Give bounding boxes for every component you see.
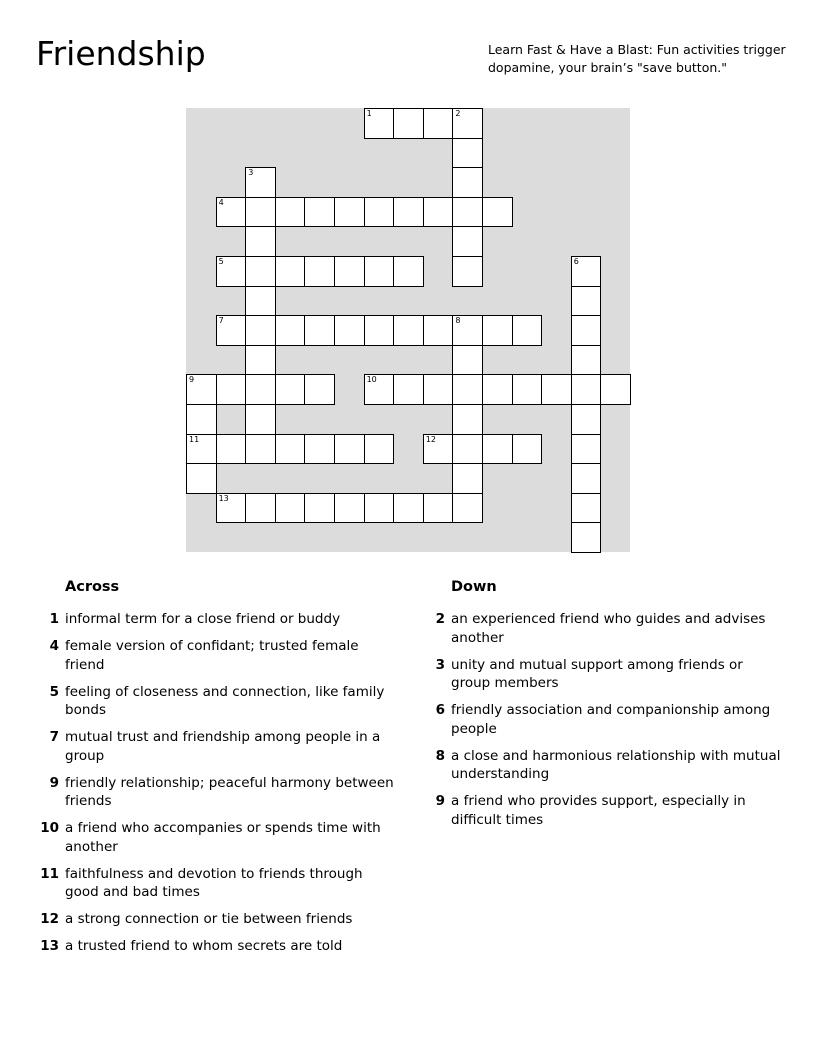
page-title: Friendship xyxy=(36,34,206,73)
crossword-cell[interactable] xyxy=(423,315,454,346)
crossword-cell[interactable] xyxy=(482,315,513,346)
crossword-cell[interactable] xyxy=(364,374,395,405)
crossword-cell[interactable] xyxy=(334,197,365,228)
across-clue xyxy=(35,728,395,765)
crossword-cell[interactable] xyxy=(393,256,424,287)
crossword-cell[interactable] xyxy=(275,374,306,405)
clue-text: faithfulness and devotion to friends through good and bad times xyxy=(65,865,363,900)
crossword-cell[interactable] xyxy=(245,404,276,435)
crossword-cell[interactable] xyxy=(452,226,483,257)
crossword-cell[interactable] xyxy=(571,374,602,405)
crossword-cell[interactable] xyxy=(186,404,217,435)
crossword-cell[interactable] xyxy=(541,374,572,405)
crossword-cell[interactable] xyxy=(186,374,217,405)
clue-number: 1 xyxy=(49,611,59,627)
clue-number: 5 xyxy=(49,683,59,700)
crossword-cell[interactable] xyxy=(512,315,543,346)
clue-text: friendly relationship; peaceful harmony between friends xyxy=(65,774,394,809)
clue-text: mutual trust and friendship among people in a group xyxy=(65,729,381,764)
clue-number: 13 xyxy=(40,938,59,954)
down-clue xyxy=(421,656,781,693)
clue-text: an experienced friend who guides and advises another xyxy=(451,611,766,646)
crossword-cell[interactable] xyxy=(364,256,395,287)
crossword-cell[interactable] xyxy=(245,226,276,257)
crossword-cell[interactable] xyxy=(216,374,247,405)
crossword-cell[interactable] xyxy=(393,315,424,346)
crossword-cell[interactable] xyxy=(571,256,602,287)
clue-text: a friend who provides support, especially in difficult times xyxy=(451,793,746,828)
crossword-cell[interactable] xyxy=(393,374,424,405)
clue-text: a trusted friend to whom secrets are told xyxy=(65,938,343,954)
crossword-cell[interactable] xyxy=(452,493,483,524)
crossword-cell[interactable] xyxy=(245,256,276,287)
crossword-cell[interactable] xyxy=(393,197,424,228)
crossword-cell[interactable] xyxy=(364,108,395,139)
crossword-cell[interactable] xyxy=(571,315,602,346)
clue-text: feeling of closeness and connection, like family bonds xyxy=(65,683,385,718)
crossword-cell[interactable] xyxy=(275,197,306,228)
clue-text: a strong connection or tie between friends xyxy=(65,911,353,927)
crossword-cell[interactable] xyxy=(245,315,276,346)
crossword-cell[interactable] xyxy=(364,315,395,346)
clue-number-label: 9 xyxy=(189,375,195,385)
crossword-cell[interactable] xyxy=(334,434,365,465)
crossword-cell[interactable] xyxy=(571,434,602,465)
down-clues xyxy=(421,576,781,838)
crossword-cell[interactable] xyxy=(186,463,217,494)
crossword-cell[interactable] xyxy=(364,197,395,228)
across-clue xyxy=(35,610,395,629)
across-clue xyxy=(35,683,395,720)
clue-text: friendly association and companionship among people xyxy=(451,702,771,737)
across-clues xyxy=(35,576,395,964)
crossword-cell[interactable] xyxy=(482,374,513,405)
clue-number: 9 xyxy=(435,793,445,809)
crossword-cell[interactable] xyxy=(186,434,217,465)
across-heading: Across xyxy=(65,579,120,595)
crossword-cell[interactable] xyxy=(393,493,424,524)
clue-number-label: 11 xyxy=(189,434,200,444)
clue-number: 10 xyxy=(40,820,59,836)
across-clue xyxy=(35,865,395,902)
crossword-cell[interactable] xyxy=(452,374,483,405)
crossword-cell[interactable] xyxy=(512,374,543,405)
clue-number: 7 xyxy=(49,729,59,745)
crossword-cell[interactable] xyxy=(304,374,335,405)
crossword-cell[interactable] xyxy=(304,315,335,346)
crossword-cell[interactable] xyxy=(275,493,306,524)
crossword-cell[interactable] xyxy=(482,434,513,465)
crossword-cell[interactable] xyxy=(423,493,454,524)
clue-number: 12 xyxy=(40,911,59,927)
crossword-cell[interactable] xyxy=(334,256,365,287)
down-clue xyxy=(421,792,781,829)
crossword-cell[interactable] xyxy=(364,434,395,465)
crossword-cell[interactable] xyxy=(216,197,247,228)
clue-number: 3 xyxy=(435,656,445,673)
crossword-cell[interactable] xyxy=(423,108,454,139)
clue-number-label: 1 xyxy=(366,109,372,118)
crossword-cell[interactable] xyxy=(512,434,543,465)
crossword-cell[interactable] xyxy=(334,315,365,346)
clue-number: 9 xyxy=(49,774,59,791)
clue-number-label: 7 xyxy=(218,316,224,326)
across-clue xyxy=(35,774,395,811)
clue-number: 4 xyxy=(49,638,59,654)
across-clue-list xyxy=(35,610,395,956)
crossword-cell[interactable] xyxy=(245,434,276,465)
crossword-cell[interactable] xyxy=(245,286,276,317)
crossword-cell[interactable] xyxy=(304,493,335,524)
crossword-cell[interactable] xyxy=(245,374,276,405)
crossword-cell[interactable] xyxy=(423,197,454,228)
clue-number: 6 xyxy=(435,702,445,718)
down-clue xyxy=(421,610,781,647)
crossword-cell[interactable] xyxy=(571,463,602,494)
clue-text: unity and mutual support among friends or group members xyxy=(451,656,743,691)
down-clue xyxy=(421,747,781,784)
across-clue xyxy=(35,910,395,929)
crossword-grid xyxy=(186,108,630,552)
crossword-cell[interactable] xyxy=(216,256,247,287)
crossword-cell[interactable] xyxy=(571,493,602,524)
clue-number: 2 xyxy=(435,611,445,627)
crossword-cell[interactable] xyxy=(571,522,602,553)
crossword-cell[interactable] xyxy=(600,374,631,405)
across-clue xyxy=(35,819,395,856)
crossword-cell[interactable] xyxy=(216,434,247,465)
crossword-cell[interactable] xyxy=(452,197,483,228)
crossword-cell[interactable] xyxy=(452,315,483,346)
crossword-cell[interactable] xyxy=(452,138,483,169)
crossword-cell[interactable] xyxy=(245,197,276,228)
crossword-cell[interactable] xyxy=(334,493,365,524)
crossword-cell[interactable] xyxy=(571,345,602,376)
crossword-cell[interactable] xyxy=(452,167,483,198)
crossword-cell[interactable] xyxy=(452,345,483,376)
crossword-cell[interactable] xyxy=(275,315,306,346)
clue-number-label: 10 xyxy=(366,375,377,385)
clue-number-label: 4 xyxy=(218,197,224,207)
clue-text: a friend who accompanies or spends time with another xyxy=(65,820,381,855)
clue-number-label: 5 xyxy=(218,257,224,266)
down-heading: Down xyxy=(451,579,497,595)
crossword-cell[interactable] xyxy=(452,434,483,465)
clue-number-label: 3 xyxy=(248,168,254,178)
crossword-cell[interactable] xyxy=(452,108,483,139)
clue-number: 11 xyxy=(40,865,59,882)
crossword-cell[interactable] xyxy=(423,374,454,405)
clue-number: 8 xyxy=(435,747,445,764)
crossword-cell[interactable] xyxy=(245,167,276,198)
crossword-cell[interactable] xyxy=(423,434,454,465)
crossword-cell[interactable] xyxy=(393,108,424,139)
clue-text: informal term for a close friend or buddy xyxy=(65,611,341,627)
crossword-cell[interactable] xyxy=(275,256,306,287)
crossword-cell[interactable] xyxy=(452,256,483,287)
crossword-cell[interactable] xyxy=(245,345,276,376)
down-clue-list xyxy=(421,610,781,829)
crossword-cell[interactable] xyxy=(364,493,395,524)
clue-text: a close and harmonious relationship with mutual understanding xyxy=(451,747,781,782)
crossword-cell[interactable] xyxy=(304,434,335,465)
crossword-cell[interactable] xyxy=(304,197,335,228)
across-clue xyxy=(35,637,395,674)
clue-number-label: 13 xyxy=(218,493,229,503)
crossword-cell[interactable] xyxy=(482,197,513,228)
clue-number-label: 12 xyxy=(425,434,436,444)
crossword-cell[interactable] xyxy=(275,434,306,465)
crossword-cell[interactable] xyxy=(571,404,602,435)
crossword-cell[interactable] xyxy=(245,493,276,524)
down-clue xyxy=(421,701,781,738)
tagline: Learn Fast & Have a Blast: Fun activities trigger dopamine, your brain’s "save button." xyxy=(488,42,786,75)
crossword-cell[interactable] xyxy=(452,404,483,435)
clue-text: female version of confidant; trusted female friend xyxy=(65,638,359,673)
crossword-cell[interactable] xyxy=(571,286,602,317)
crossword-cell[interactable] xyxy=(452,463,483,494)
across-clue xyxy=(35,937,395,956)
clue-number-label: 6 xyxy=(573,257,579,266)
clue-number-label: 8 xyxy=(455,316,461,326)
clue-number-label: 2 xyxy=(455,109,461,118)
crossword-cell[interactable] xyxy=(216,493,247,524)
crossword-cell[interactable] xyxy=(304,256,335,287)
crossword-cell[interactable] xyxy=(216,315,247,346)
